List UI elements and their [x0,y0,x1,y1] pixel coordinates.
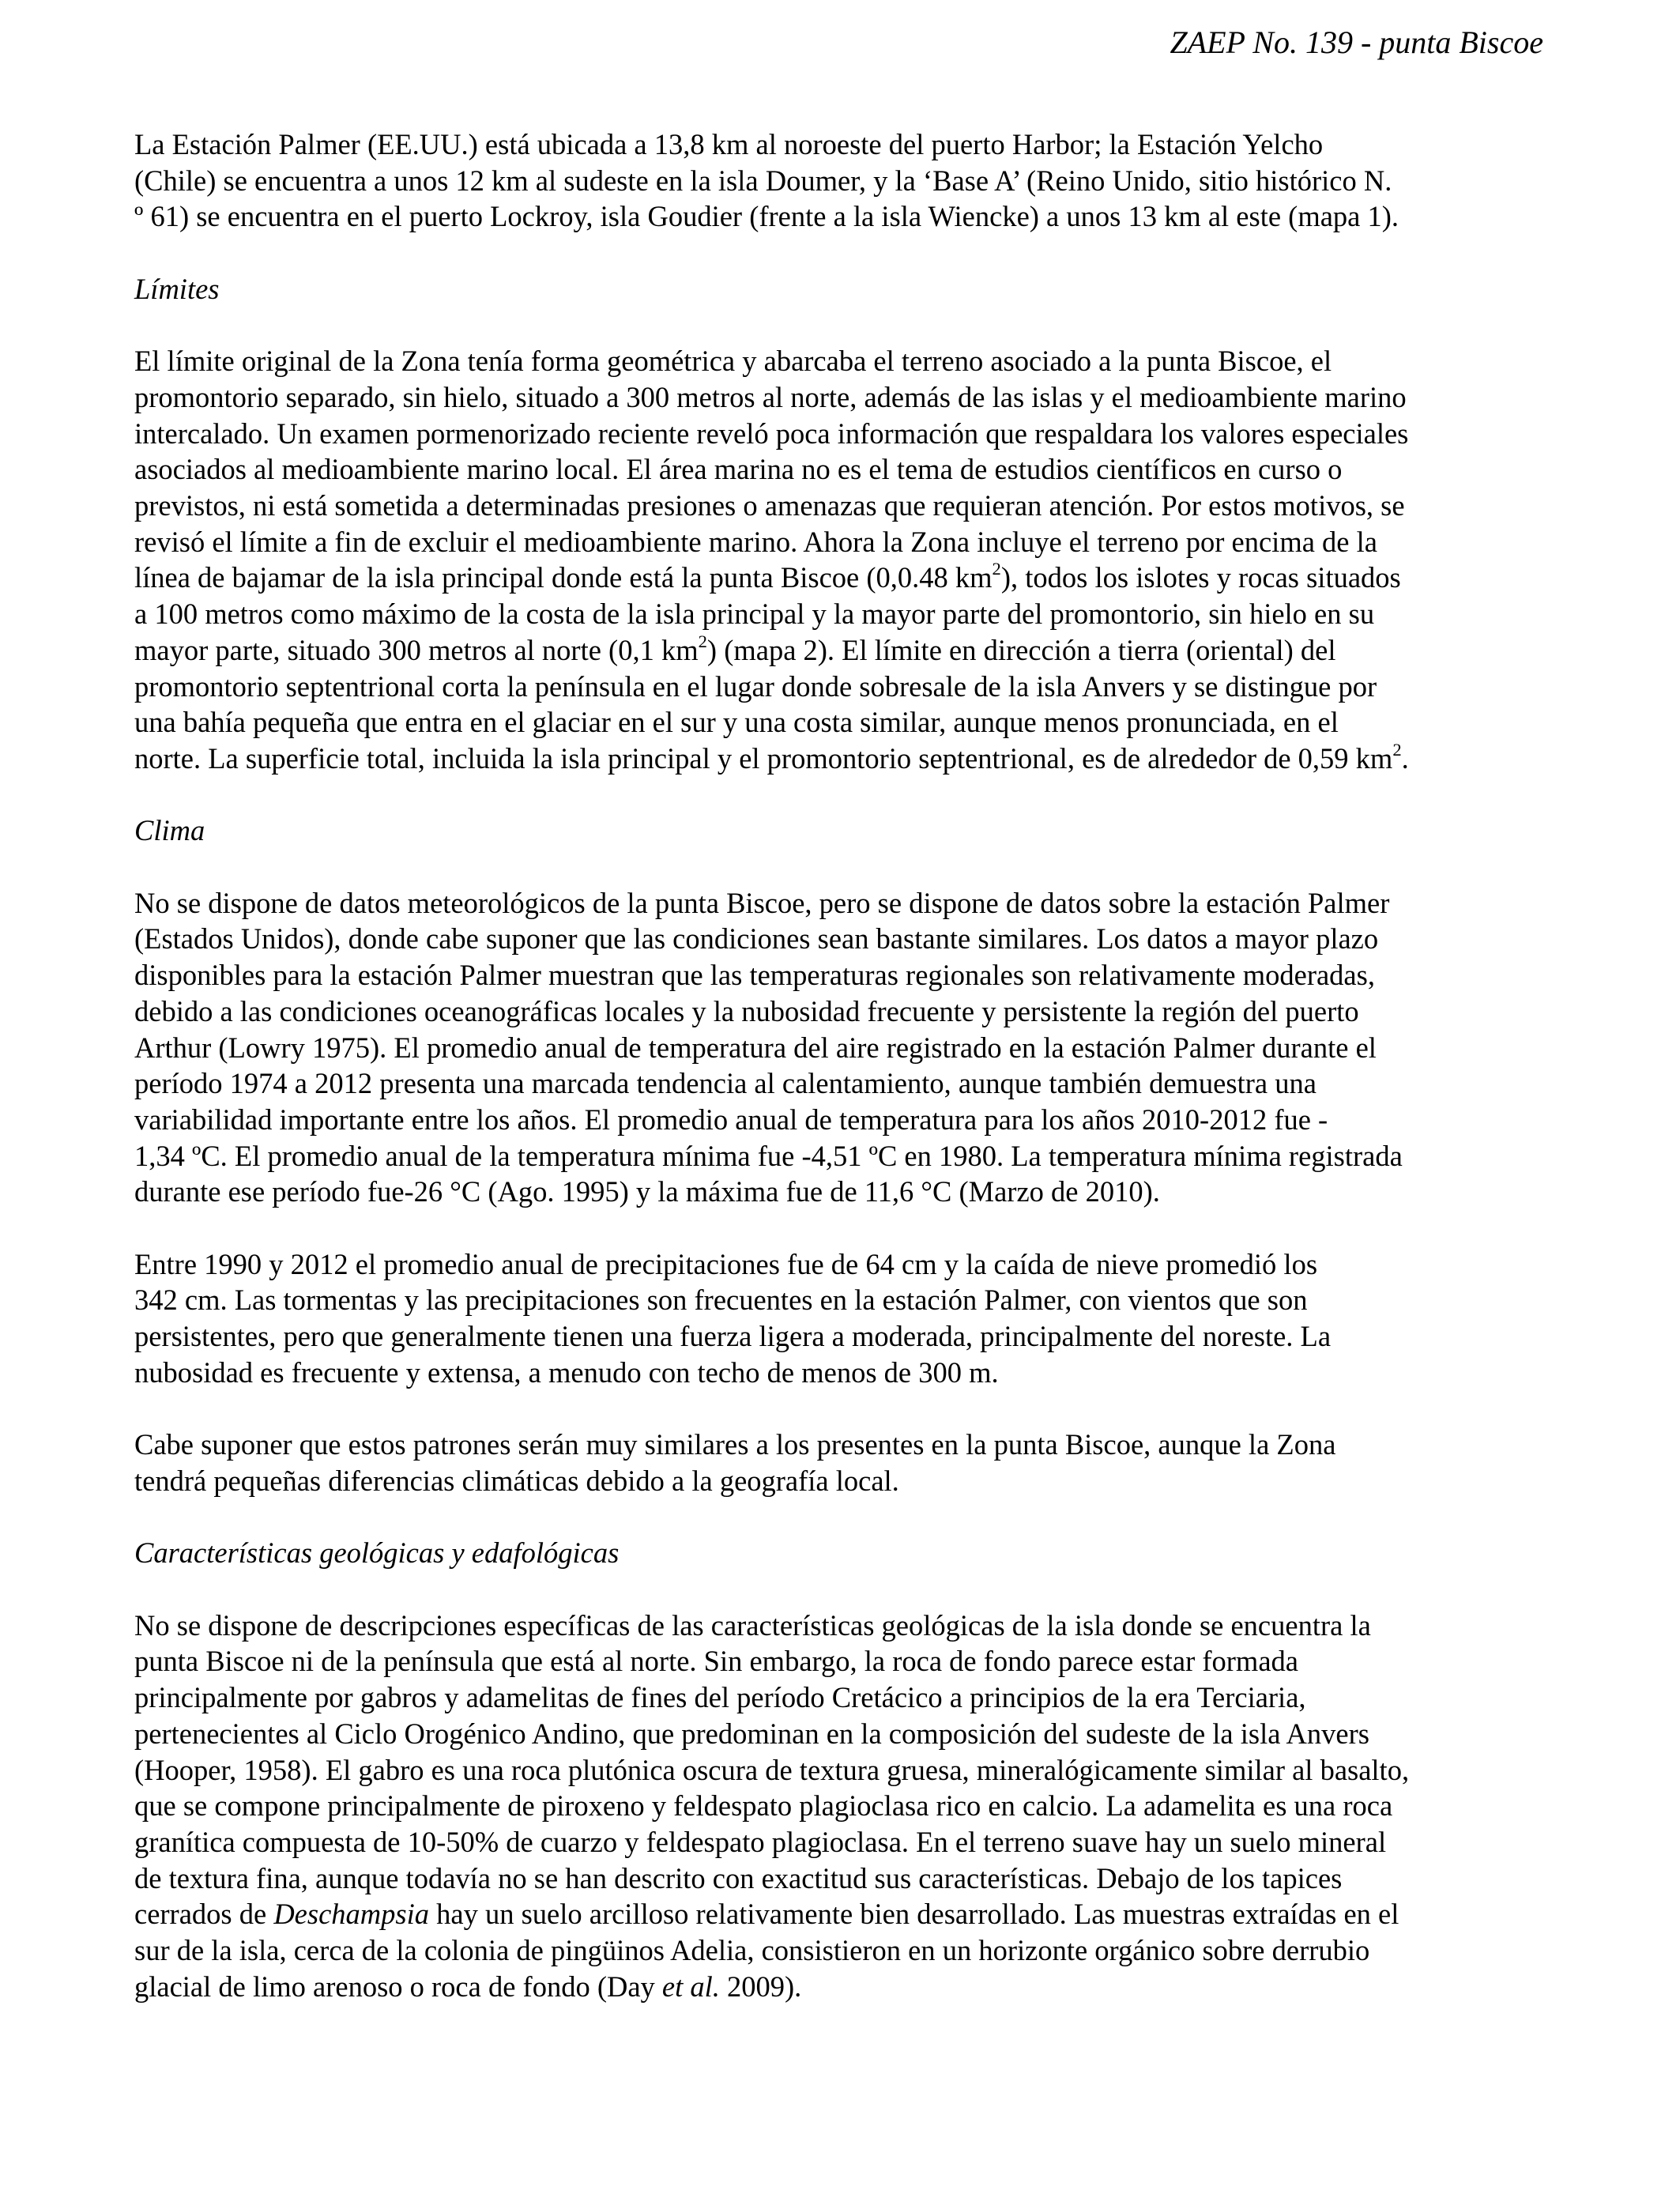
text-line: El límite original de la Zona tenía forma geométrica y abarcaba el terreno asociado a la punta Biscoe, el [134,345,1332,378]
text-line: durante ese período fue-26 °C (Ago. 1995) y la máxima fue de 11,6 °C (Marzo de 2010). [134,1175,1160,1208]
italic-citation: et al. [661,1970,720,2003]
text-line: granítica compuesta de 10-50% de cuarzo y feldespato plagioclasa. En el terreno suave hay un suelo mineral [134,1825,1387,1858]
clima-paragraph-2 [134,1246,1557,1391]
text-line: No se dispone de datos meteorológicos de la punta Biscoe, pero se dispone de datos sobre la estación Palmer [134,886,1390,919]
running-header: ZAEP No. 139 - punta Biscoe [1170,25,1543,60]
text-segment: mayor parte, situado 300 metros al norte (0,1 km [134,633,699,666]
text-line: promontorio separado, sin hielo, situado a 300 metros al norte, además de las islas y el medioambiente marino [134,380,1407,413]
text-line [134,1969,1557,2005]
text-segment: ), todos los islotes y rocas situados [1000,561,1401,594]
text-line: Cabe suponer que estos patrones serán muy similares a los presentes en la punta Biscoe, aunque la Zona [134,1428,1336,1461]
text-line: º 61) se encuentra en el puerto Lockroy, isla Goudier (frente a la isla Wiencke) a unos 13 km al este (mapa 1). [134,200,1399,233]
text-line: 1,34 ºC. El promedio anual de la temperatura mínima fue -4,51 ºC en 1980. La temperatura mínima registrada [134,1139,1403,1172]
text-line: revisó el límite a fin de excluir el medioambiente marino. Ahora la Zona incluye el terreno por encima de la [134,525,1377,558]
text-segment: norte. La superficie total, incluida la isla principal y el promontorio septentrional, es de alrededor de 0,59 km [134,741,1393,775]
limites-paragraph [134,343,1557,776]
text-line: (Chile) se encuentra a unos 12 km al sudeste en la isla Doumer, y la ‘Base A’ (Reino Unido, sitio histórico N. [134,164,1392,197]
intro-paragraph [134,126,1557,235]
text-line: pertenecientes al Ciclo Orogénico Andino, que predominan en la composición del sudeste de la isla Anvers [134,1717,1369,1750]
text-line: período 1974 a 2012 presenta una marcada tendencia al calentamiento, aunque también demuestra una [134,1067,1317,1100]
text-line: promontorio septentrional corta la península en el lugar donde sobresale de la isla Anvers y se distingue por [134,669,1377,703]
text-segment: glacial de limo arenoso o roca de fondo (Day [134,1970,662,2003]
text-line: intercalado. Un examen pormenorizado reciente reveló poca información que respaldara los valores especiales [134,417,1409,450]
text-segment: hay un suelo arcilloso relativamente bien desarrollado. Las muestras extraídas en el [429,1898,1399,1931]
text-segment: línea de bajamar de la isla principal donde está la punta Biscoe (0,0.48 km [134,561,993,594]
superscript: 2 [698,631,707,651]
section-heading-geologia: Características geológicas y edafológicas [134,1536,620,1570]
text-line: asociados al medioambiente marino local. El área marina no es el tema de estudios científicos en curso o [134,453,1343,486]
text-line: una bahía pequeña que entra en el glaciar en el sur y una costa similar, aunque menos pronunciada, en el [134,706,1339,739]
text-line: disponibles para la estación Palmer muestran que las temperaturas regionales son relativamente moderadas, [134,959,1375,992]
section-heading-clima: Clima [134,814,205,847]
text-line: de textura fina, aunque todavía no se han descrito con exactitud sus características. Debajo de los tapices [134,1861,1343,1894]
text-line: La Estación Palmer (EE.UU.) está ubicada a 13,8 km al noroeste del puerto Harbor; la Estación Yelcho [134,128,1324,160]
text-line [134,632,1557,669]
text-segment: ) (mapa 2). El límite en dirección a tierra (oriental) del [706,633,1336,666]
text-segment: . [1401,741,1409,775]
text-line: a 100 metros como máximo de la costa de la isla principal y la mayor parte del promontorio, sin hielo en su [134,598,1375,631]
text-line: principalmente por gabros y adamelitas de fines del período Cretácico a principios de la era Terciaria, [134,1681,1306,1714]
text-line: (Estados Unidos), donde cabe suponer que las condiciones sean bastante similares. Los datos a mayor plazo [134,922,1379,956]
text-line: 342 cm. Las tormentas y las precipitaciones son frecuentes en la estación Palmer, con vientos que son [134,1284,1308,1317]
clima-paragraph-1 [134,885,1557,1210]
section-heading-limites: Límites [134,272,220,305]
superscript: 2 [1392,740,1402,760]
text-line: variabilidad importante entre los años. El promedio anual de temperatura para los años 2010-2012 fue - [134,1103,1328,1136]
text-line: que se compone principalmente de piroxeno y feldespato plagioclasa rico en calcio. La adamelita es una roca [134,1789,1393,1823]
text-line: persistentes, pero que generalmente tienen una fuerza ligera a moderada, principalmente del noreste. La [134,1320,1332,1353]
text-line: punta Biscoe ni de la península que está al norte. Sin embargo, la roca de fondo parece estar formada [134,1645,1298,1678]
text-line [134,560,1557,596]
text-segment: 2009). [719,1970,802,2003]
text-segment: cerrados de [134,1898,274,1931]
text-line: sur de la isla, cerca de la colonia de pingüinos Adelia, consistieron en un horizonte orgánico sobre derrubio [134,1934,1370,1967]
text-line: nubosidad es frecuente y extensa, a menudo con techo de menos de 300 m. [134,1355,999,1389]
text-line [134,1896,1557,1932]
clima-paragraph-3 [134,1427,1557,1498]
text-line: Arthur (Lowry 1975). El promedio anual de temperatura del aire registrado en la estación Palmer durante el [134,1031,1377,1064]
document-body [134,126,1557,2041]
text-line: debido a las condiciones oceanográficas locales y la nubosidad frecuente y persistente la región del puerto [134,994,1359,1027]
text-line: (Hooper, 1958). El gabro es una roca plutónica oscura de textura gruesa, mineralógicamente similar al basalto, [134,1753,1410,1786]
text-line [134,741,1557,777]
superscript: 2 [992,559,1001,579]
italic-taxon: Deschampsia [273,1898,429,1931]
text-line: tendrá pequeñas diferencias climáticas debido a la geografía local. [134,1464,899,1497]
text-line: No se dispone de descripciones específicas de las características geológicas de la isla donde se encuentra la [134,1608,1371,1642]
text-line: Entre 1990 y 2012 el promedio anual de precipitaciones fue de 64 cm y la caída de nieve promedió los [134,1247,1318,1280]
text-line: previstos, ni está sometida a determinadas presiones o amenazas que requieran atención. Por estos motivos, se [134,489,1405,522]
geologia-paragraph [134,1608,1557,2005]
